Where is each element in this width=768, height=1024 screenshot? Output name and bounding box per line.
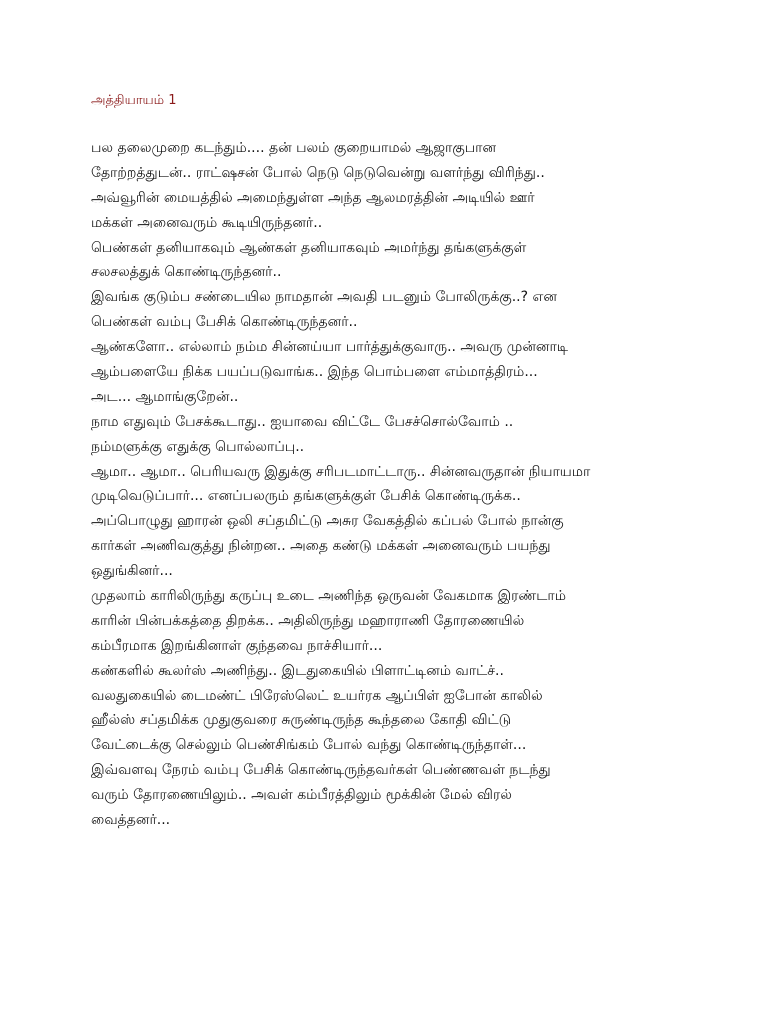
body-text: [91, 136, 691, 833]
paragraph-line: கம்பீரமாக இறங்கினாள் குந்தவை நாச்சியார்...: [91, 637, 383, 654]
paragraph-line: ஒதுங்கினர்...: [91, 563, 173, 580]
paragraph-line: நாம எதுவும் பேசக்கூடாது.. ஐயாவை விட்டே பேசச்சொல்வோம் ..: [91, 413, 514, 430]
paragraph-line: தோற்றத்துடன்.. ராட்ஷசன் போல் நெடு நெடுவென்று வளர்ந்து விரிந்து..: [91, 164, 545, 181]
chapter-title: அத்தியாயம் 1: [91, 93, 177, 108]
paragraph-line: இவங்க குடும்ப சண்டையில நாமதான் அவதி படனும் போலிருக்கு..? என: [91, 289, 557, 306]
paragraph-line: நம்மளுக்கு எதுக்கு பொல்லாப்பு..: [91, 438, 305, 455]
paragraph-line: ஆமா.. ஆமா.. பெரியவரு இதுக்கு சரிபடமாட்டாரு.. சின்னவருதான் நியாயமா: [91, 463, 591, 480]
paragraph-line: காரின் பின்பக்கத்தை திறக்க.. அதிலிருந்து மஹாராணி தோரணையில்: [91, 612, 525, 629]
paragraph-line: பெண்கள் தனியாகவும் ஆண்கள் தனியாகவும் அமர்ந்து தங்களுக்குள்: [91, 239, 527, 256]
paragraph-line: ஆம்பளையே நிக்க பயப்படுவாங்க.. இந்த பொம்பளை எம்மாத்திரம்...: [91, 364, 538, 381]
paragraph-line: சலசலத்துக் கொண்டிருந்தனர்..: [91, 264, 282, 281]
paragraph-line: கார்கள் அணிவகுத்து நின்றன.. அதை கண்டு மக்கள் அனைவரும் பயந்து: [91, 538, 551, 555]
paragraph-line: இவ்வளவு நேரம் வம்பு பேசிக் கொண்டிருந்தவர்கள் பெண்ணவள் நடந்து: [91, 762, 551, 779]
paragraph-line: அட... ஆமாங்குறேன்..: [91, 388, 239, 405]
paragraph-line: முதலாம் காரிலிருந்து கருப்பு உடை அணிந்த ஒருவன் வேகமாக இரண்டாம்: [91, 588, 566, 605]
paragraph-line: கண்களில் கூலர்ஸ் அணிந்து.. இடதுகையில் பிளாட்டினம் வாட்ச்..: [91, 662, 504, 679]
paragraph-line: அவ்வூரின் மையத்தில் அமைந்துள்ள அந்த ஆலமரத்தின் அடியில் ஊர்: [91, 189, 535, 206]
paragraph-line: பெண்கள் வம்பு பேசிக் கொண்டிருந்தனர்..: [91, 314, 358, 331]
paragraph-line: பல தலைமுறை கடந்தும்.... தன் பலம் குறையாமல் ஆஜாகுபான: [91, 140, 497, 156]
paragraph-line: முடிவெடுப்பார்... எனப்பலரும் தங்களுக்குள் பேசிக் கொண்டிருக்க..: [91, 488, 521, 505]
paragraph-line: வலதுகையில் டைமண்ட் பிரேஸ்லெட் உயர்ரக ஆப்பிள் ஐபோன் காலில்: [91, 687, 543, 704]
paragraph-line: மக்கள் அனைவரும் கூடியிருந்தனர்..: [91, 214, 323, 231]
paragraph-line: வரும் தோரணையிலும்.. அவள் கம்பீரத்திலும் மூக்கின் மேல் விரல்: [91, 787, 512, 804]
paragraph-line: வேட்டைக்கு செல்லும் பெண்சிங்கம் போல் வந்து கொண்டிருந்தாள்...: [91, 737, 527, 754]
paragraph-line: வைத்தனர்...: [91, 812, 171, 829]
paragraph-line: ஆண்களோ.. எல்லாம் நம்ம சின்னய்யா பார்த்துக்குவாரு.. அவரு முன்னாடி: [91, 339, 568, 356]
paragraph-line: ஹீல்ஸ் சப்தமிக்க முதுகுவரை சுருண்டிருந்த கூந்தலை கோதி விட்டு: [91, 712, 512, 729]
paragraph-line: அப்பொழுது ஹாரன் ஒலி சப்தமிட்டு அசுர வேகத்தில் கப்பல் போல் நான்கு: [91, 513, 564, 530]
